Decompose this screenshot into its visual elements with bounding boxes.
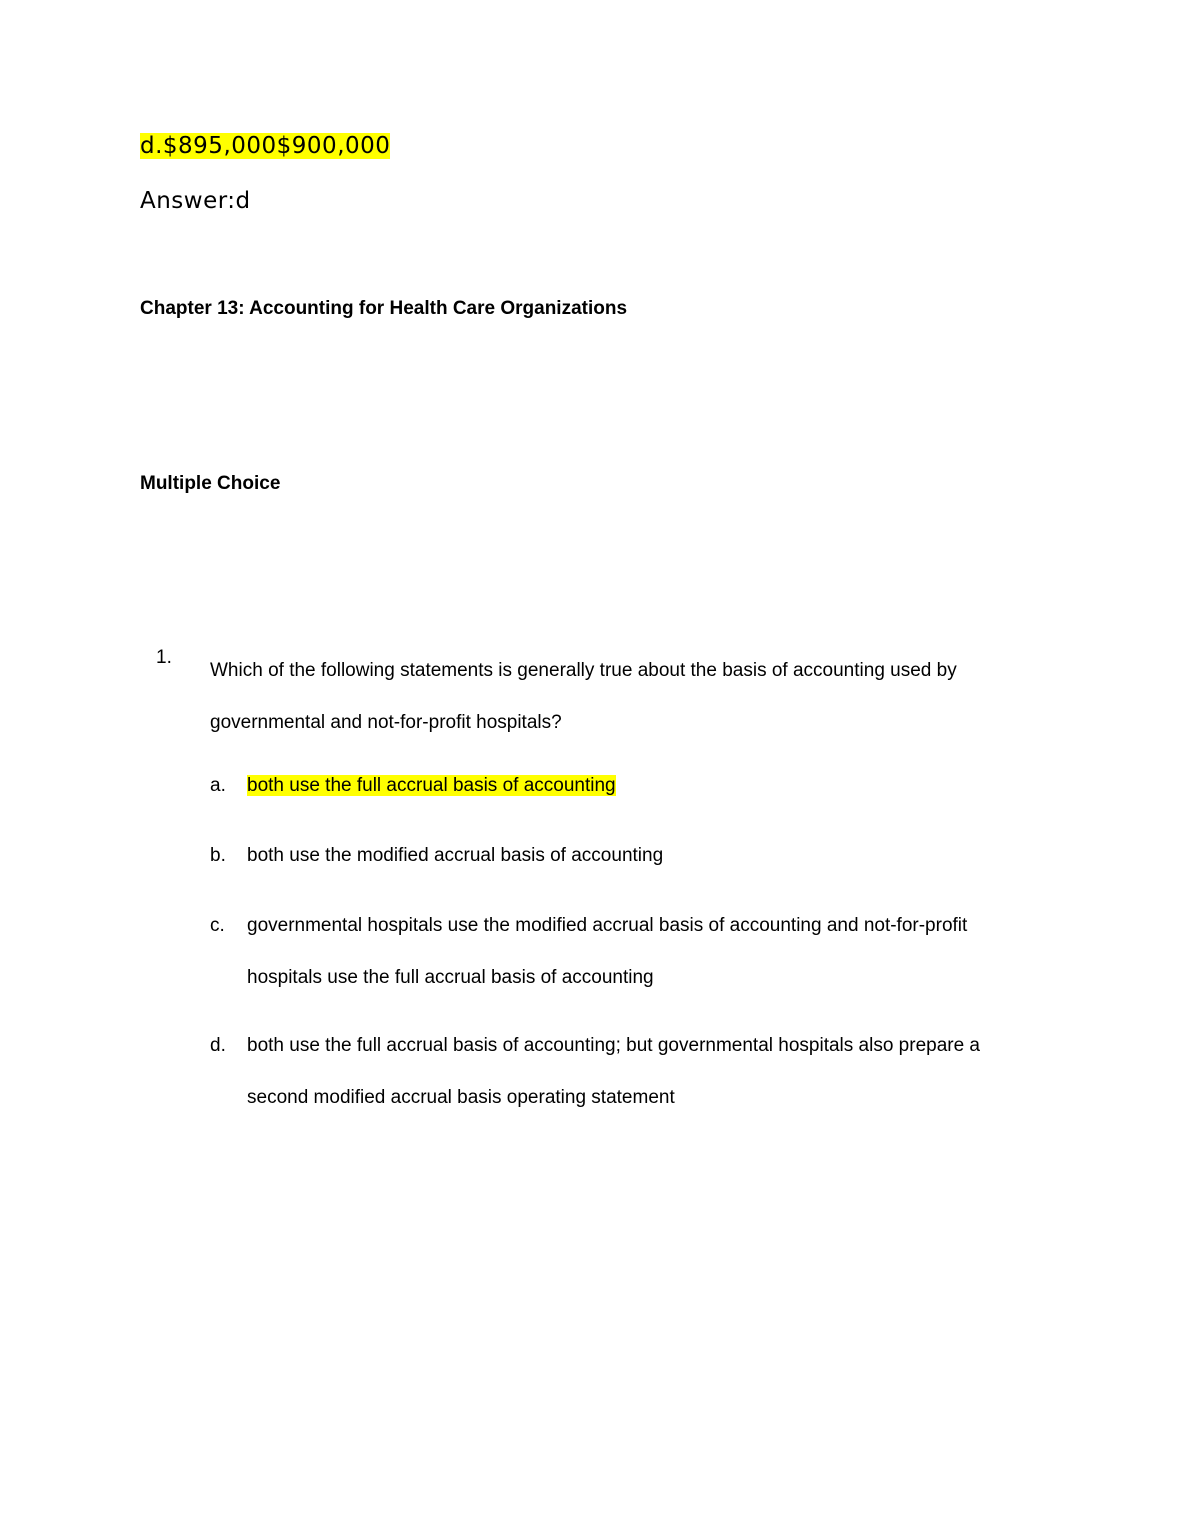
option-text: governmental hospitals use the modified accrual basis of accounting and not-for-profit hospitals use the full accrual basis of accounting [247,915,968,988]
highlighted-correct-answer: both use the full accrual basis of accounting [247,775,616,796]
option-letter: d. [210,1035,226,1056]
previous-answer: Answer:d [140,188,251,214]
section-title: Multiple Choice [140,473,281,494]
question-text: Which of the following statements is generally true about the basis of accounting used by governmental and not-for-profit hospitals? [210,660,957,733]
question-number: 1. [156,647,172,668]
option-text [247,760,1017,812]
option-letter: a. [210,775,226,796]
previous-option-d [140,131,390,161]
option-text: both use the modified accrual basis of accounting [247,845,664,866]
option-letter: b. [210,845,226,866]
option-text: both use the full accrual basis of accounting; but governmental hospitals also prepare a second modified accrual basis operating statement [247,1035,981,1108]
chapter-title: Chapter 13: Accounting for Health Care Organizations [140,298,628,319]
option-letter: c. [210,915,225,936]
highlighted-option-text: d.$895,000$900,000 [140,133,391,159]
